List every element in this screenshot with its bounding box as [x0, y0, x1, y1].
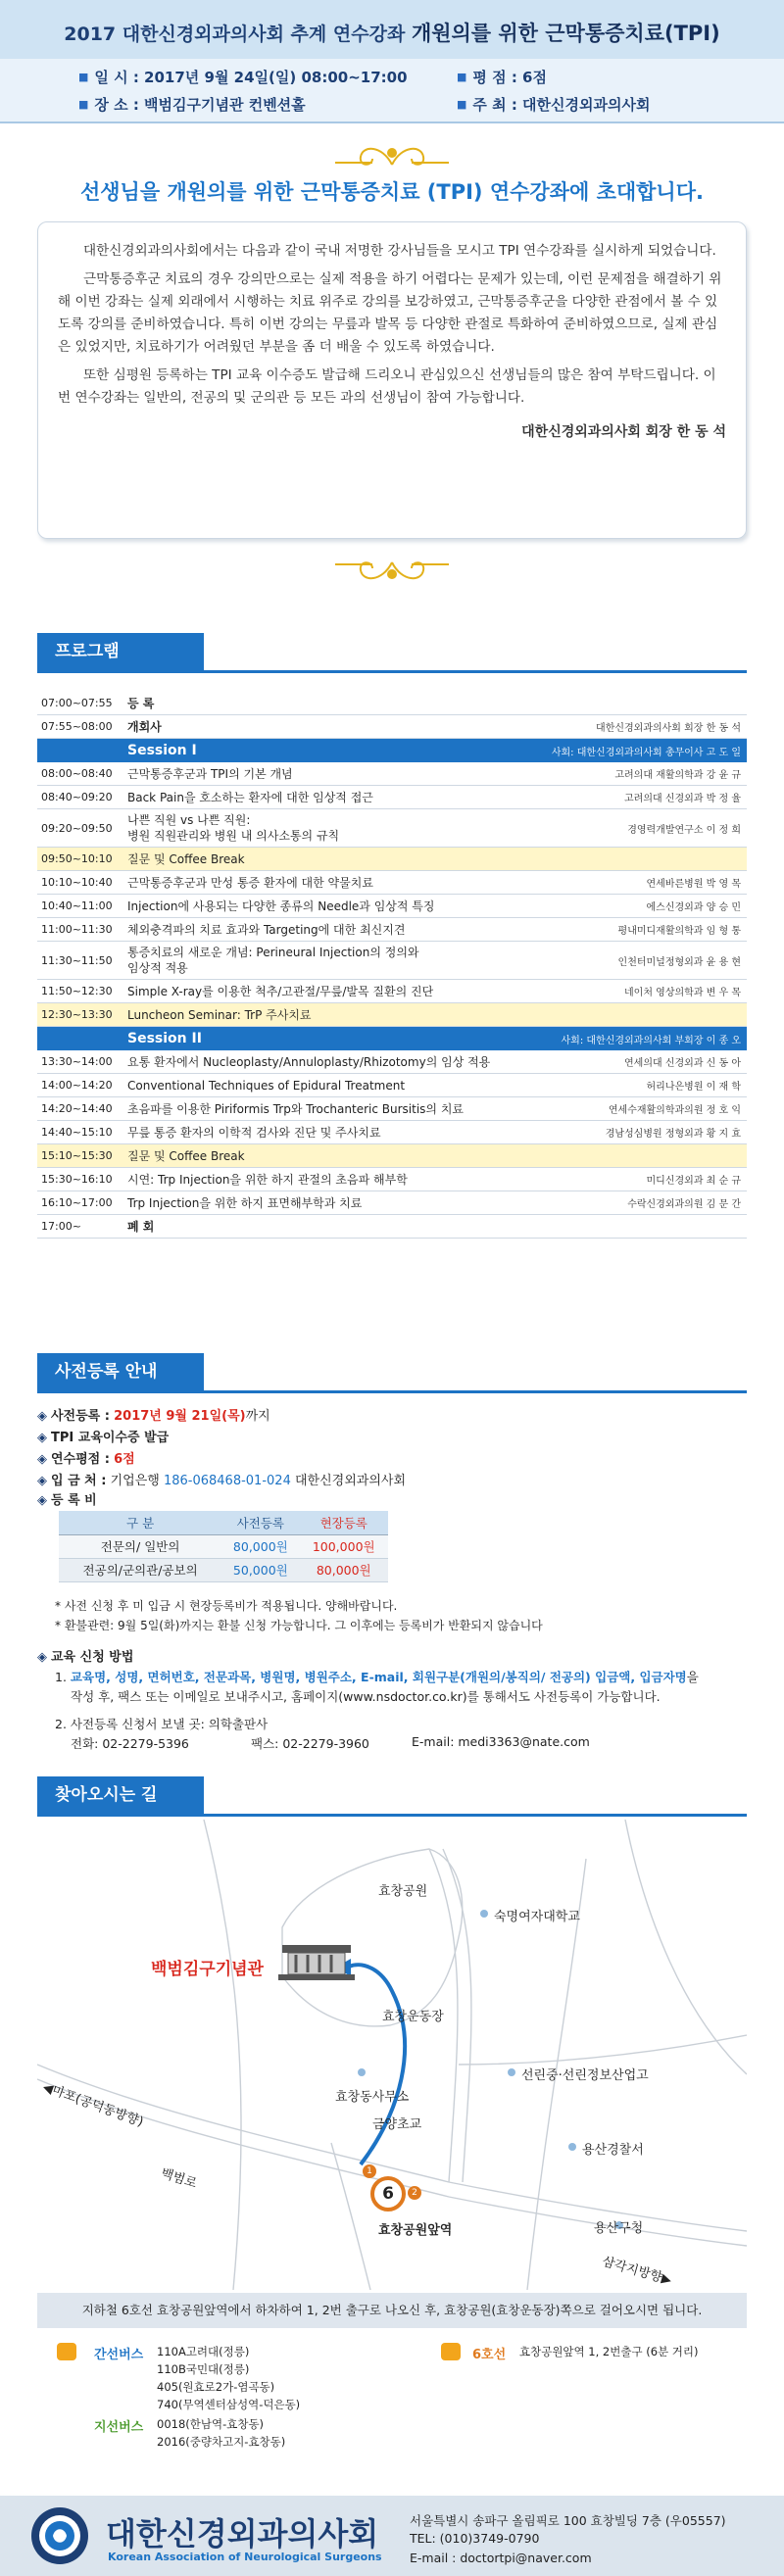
org-logo-icon [29, 2505, 90, 2566]
note: * 환불관련: 9월 5일(화)까지는 환불 신청 가능합니다. 그 이후에는 등록비가 반환되지 않습니다 [55, 1619, 543, 1632]
fee-table [59, 1511, 388, 1582]
map-label: 선린중·선린정보산업고 [521, 2068, 649, 2083]
table-row [37, 1144, 747, 1168]
footer [0, 2496, 784, 2576]
table-row [37, 762, 747, 786]
divider [37, 1814, 747, 1817]
table-row [37, 786, 747, 809]
map-road-label: ◀마포(공덕동방향) [40, 2079, 146, 2130]
fee-header: 현장등록 [299, 1511, 388, 1534]
table-row [37, 848, 747, 871]
row-title: 통증치료의 새로운 개념: Perineural Injection의 정의와 임상적 적용 [127, 946, 419, 975]
row-time: 09:50~10:10 [41, 852, 113, 865]
session-row [37, 739, 747, 762]
method-2-fax: 팩스: 02-2279-3960 [251, 1736, 369, 1751]
row-speaker: 허리나은병원 이 재 학 [646, 1082, 741, 1093]
row-speaker: 경남성심병원 정형외과 황 지 효 [605, 1129, 741, 1140]
row-title: Injection에 사용되는 다양한 종류의 Needle과 임상적 특징 [127, 899, 435, 913]
bus-route: 2016(중량차고지-효창동) [157, 2435, 286, 2449]
event-info [0, 59, 784, 123]
registration-heading: 사전등록 안내 [37, 1353, 204, 1390]
divider [37, 1390, 747, 1393]
bus-route: 110A고려대(정릉) [157, 2345, 250, 2358]
reg-method-label: ◈ 교육 신청 방법 [37, 1650, 134, 1665]
diamond-icon: ◈ [37, 1452, 47, 1467]
method-2-phone: 전화: 02-2279-5396 [71, 1736, 189, 1751]
method-2-email[interactable]: E-mail: medi3363@nate.com [412, 1734, 590, 1749]
table-row [37, 918, 747, 942]
row-speaker: 에스신경외과 양 승 민 [646, 902, 741, 913]
row-time: 09:20~09:50 [41, 821, 113, 835]
org-tel: TEL: (010)3749-0790 [410, 2531, 540, 2546]
table-row [37, 980, 747, 1003]
table-row [37, 942, 747, 980]
invite-signature: 대한신경외과의사회 회장 한 동 석 [521, 424, 726, 440]
bus-icon [57, 2343, 76, 2360]
org-name-kr: 대한신경외과의사회 [106, 2515, 379, 2552]
map-label: 효창동사무소 [335, 2090, 410, 2105]
invite-paragraph: 또한 심평원 등록하는 TPI 교육 이수증도 발급해 드리오니 관심있으신 선생님들의 많은 참여 부탁드립니다. 이번 연수강좌는 일반의, 전공의 및 군의관 등 모든 과의 선생님이 참여 가능합니다. [58, 367, 716, 406]
table-row [37, 1097, 747, 1121]
table-row [37, 1121, 747, 1144]
row-title: 질문 및 Coffee Break [127, 1148, 245, 1163]
row-title: 근막통증후군과 TPI의 기본 개념 [127, 766, 293, 781]
page-title [0, 18, 784, 47]
event-score: ■ 평 점 : 6점 [457, 67, 547, 87]
title-main: 개원의를 위한 근막통증치료(TPI) [411, 22, 720, 45]
row-speaker: 연세바른병원 박 영 목 [646, 879, 741, 890]
table-row [37, 1074, 747, 1097]
diamond-icon: ◈ [37, 1493, 47, 1508]
row-time: 14:00~14:20 [41, 1079, 113, 1092]
table-row [37, 715, 747, 739]
table-row [37, 1050, 747, 1074]
bus-route: 740(무역센터삼성역-덕은동) [157, 2398, 301, 2411]
row-title: Trp Injection을 위한 하지 표면해부학과 치료 [127, 1195, 363, 1210]
ornament-bottom-icon [333, 555, 451, 588]
exit-2-icon: 2 [408, 2186, 421, 2200]
exit-1-icon: 1 [363, 2164, 376, 2178]
row-speaker: 대한신경외과의사회 회장 한 동 석 [596, 723, 741, 734]
row-title: Back Pain을 호소하는 환자에 대한 임상적 접근 [127, 790, 373, 804]
table-row: 전공의/군의관/공보의 50,000원 80,000원 [59, 1558, 388, 1581]
location-map [37, 1820, 747, 2290]
table-row [37, 1168, 747, 1191]
row-time: 11:00~11:30 [41, 923, 113, 936]
branch-bus-label: 지선버스 [94, 2420, 144, 2435]
method-1-line2: 작성 후, 팩스 또는 이메일로 보내주시고, 홈페이지(www.nsdoctor.co.kr)를 통해서도 사전등록이 가능합니다. [71, 1689, 661, 1704]
map-station-label: 효창공원앞역 [378, 2223, 453, 2238]
title-prefix: 2017 대한신경외과의사회 추계 연수강좌 [64, 24, 406, 45]
row-title: Conventional Techniques of Epidural Treatment [127, 1078, 406, 1093]
row-title: 무릎 통증 환자의 이학적 검사와 진단 및 주사치료 [127, 1125, 381, 1140]
row-title: 시연: Trp Injection을 위한 하지 관절의 초음파 해부학 [127, 1172, 408, 1187]
row-time: 17:00~ [41, 1220, 81, 1233]
row-speaker: 평내미디재활의학과 임 형 통 [617, 926, 741, 937]
table-row: 전문의/ 일반의 80,000원 100,000원 [59, 1534, 388, 1558]
row-time: 13:30~14:00 [41, 1055, 113, 1068]
row-title: 체외충격파의 치료 효과와 Targeting에 대한 최신지견 [127, 922, 406, 937]
bus-route: 0018(한남역-효창동) [157, 2417, 265, 2431]
map-label: 숙명여자대학교 [494, 1910, 580, 1924]
row-time: 08:00~08:40 [41, 767, 113, 780]
method-2: 2. 사전등록 신청서 보낼 곳: 의학출판사 [55, 1717, 269, 1731]
event-date: ■ 일 시 : 2017년 9월 24일(일) 08:00~17:00 [78, 67, 408, 87]
row-title: Simple X-ray를 이용한 척추/고관절/무릎/발목 질환의 진단 [127, 984, 434, 998]
row-speaker: 수락신경외과의원 김 문 간 [627, 1199, 741, 1210]
row-time: 07:00~07:55 [41, 697, 113, 709]
program-table [37, 692, 747, 1239]
row-time: 12:30~13:30 [41, 1008, 113, 1021]
row-speaker: 사회: 대한신경외과의사회 총무이사 고 도 일 [551, 747, 741, 758]
org-name-en: Korean Association of Neurological Surgeons [108, 2551, 382, 2563]
subway-label: 6호선 [472, 2348, 507, 2362]
org-address: 서울특별시 송파구 올림픽로 100 효창빌딩 7층 (우05557) [410, 2513, 726, 2528]
deadline-value: 2017년 9월 21일(목) [114, 1409, 246, 1424]
row-speaker: 고려의대 재활의학과 강 윤 규 [614, 770, 741, 781]
row-title: 폐 회 [127, 1219, 155, 1234]
header-banner [0, 0, 784, 59]
program-heading: 프로그램 [37, 633, 204, 670]
invite-title: 선생님을 개원의를 위한 근막통증치료 (TPI) 연수강좌에 초대합니다. [79, 180, 704, 204]
subway-text: 효창공원앞역 1, 2번출구 (6분 거리) [519, 2345, 699, 2358]
diamond-icon: ◈ [37, 1409, 47, 1424]
invitation-letter [37, 221, 747, 539]
diamond-icon: ◈ [37, 1431, 47, 1445]
row-title: 개회사 [127, 719, 162, 734]
row-speaker: 고려의대 신경외과 박 정 율 [624, 794, 741, 804]
row-speaker: 경영력개발연구소 이 정 희 [627, 824, 741, 836]
event-place: ■ 장 소 : 백범김구기념관 컨벤션홀 [78, 94, 306, 115]
map-venue-label: 백범김구기념관 [151, 1960, 264, 1979]
fee-header: 구 분 [59, 1511, 221, 1534]
table-row [37, 895, 747, 918]
map-road-label: 백범로 [159, 2165, 199, 2192]
subway-icon [441, 2343, 461, 2360]
reg-certificate: ◈ TPI 교육이수증 발급 [37, 1431, 170, 1445]
row-speaker: 미디신경외과 최 순 규 [646, 1176, 741, 1187]
map-label: 효창운동장 [382, 2010, 444, 2024]
map-road-label: 삼각지방향▶ [600, 2254, 673, 2289]
map-label: 효창공원 [378, 1884, 428, 1899]
row-title: Luncheon Seminar: TrP 주사치료 [127, 1007, 312, 1022]
row-speaker: 네이처 영상의학과 변 우 목 [624, 988, 741, 998]
table-row [37, 1003, 747, 1027]
row-speaker: 연세의대 신경외과 신 동 아 [624, 1058, 741, 1069]
trunk-bus-label: 간선버스 [94, 2348, 144, 2362]
map-note: 지하철 6호선 효창공원앞역에서 하차하여 1, 2번 출구로 나오신 후, 효창공원(효창운동장)쪽으로 걸어오시면 됩니다. [37, 2293, 747, 2328]
table-row [37, 809, 747, 848]
row-speaker: 사회: 대한신경외과의사회 부회장 이 종 오 [561, 1035, 741, 1046]
diamond-icon: ◈ [37, 1650, 47, 1665]
row-title: Session II [127, 1031, 202, 1046]
bus-route: 405(원효로2가-염곡동) [157, 2380, 275, 2394]
row-title: 초음파를 이용한 Piriformis Trp와 Trochanteric Bursitis의 치료 [127, 1101, 464, 1116]
table-row [37, 871, 747, 895]
table-row [37, 1215, 747, 1239]
account-number: 186-068468-01-024 [163, 1474, 291, 1488]
row-title: 요통 환자에서 Nucleoplasty/Annuloplasty/Rhizotomy의 임상 적용 [127, 1054, 491, 1069]
row-speaker: 인천터미널정형외과 윤 용 현 [617, 956, 741, 968]
subway-line6-icon: 6 [370, 2176, 406, 2211]
row-title: 나쁜 직원 vs 나쁜 직원: 병원 직원관리와 병원 내 의사소통의 규칙 [127, 813, 340, 843]
row-title: Session I [127, 743, 197, 758]
bus-route: 110B국민대(정릉) [157, 2362, 250, 2376]
directions-heading: 찾아오시는 길 [37, 1776, 204, 1814]
reg-account: ◈ 입 금 처 : 기업은행 186-068468-01-024 대한신경외과의사회 [37, 1474, 407, 1488]
invite-paragraph: 대한신경외과의사회에서는 다음과 같이 국내 저명한 강사님들을 모시고 TPI 연수강좌를 실시하게 되었습니다. [83, 243, 716, 259]
row-time: 14:40~15:10 [41, 1126, 113, 1139]
row-time: 16:10~17:00 [41, 1196, 113, 1209]
table-row [37, 692, 747, 715]
diamond-icon: ◈ [37, 1474, 47, 1488]
table-row [37, 1191, 747, 1215]
row-time: 14:20~14:40 [41, 1102, 113, 1115]
row-title: 질문 및 Coffee Break [127, 851, 245, 866]
row-time: 07:55~08:00 [41, 720, 113, 733]
row-time: 10:40~11:00 [41, 899, 113, 912]
event-host: ■ 주 최 : 대한신경외과의사회 [457, 94, 650, 115]
row-speaker: 연세수재활의학과의원 정 호 익 [608, 1105, 741, 1116]
fee-header: 사전등록 [221, 1511, 299, 1534]
org-email[interactable]: E-mail : doctortpi@naver.com [410, 2551, 592, 2565]
map-label: 용산구청 [594, 2221, 644, 2236]
row-title: 등 록 [127, 696, 155, 710]
row-time: 08:40~09:20 [41, 791, 113, 803]
row-time: 15:10~15:30 [41, 1149, 113, 1162]
method-1: 1. 교육명, 성명, 면허번호, 전문과목, 병원명, 병원주소, E-mail, 회원구분(개원의/봉직의/ 전공의) 입금액, 입금자명을 [55, 1670, 699, 1684]
invite-paragraph: 근막통증후군 치료의 경우 강의만으로는 실제 적용을 하기 어렵다는 문제가 있는데, 이런 문제점을 해결하기 위해 이번 강좌는 실제 외래에서 시행하는 치료 위주로 강의를 보강하였고, 근막통증후군을 다양한 관점에서 볼 수 있도록 강의를 준비하였습니다. 특히 이번 강의는 무릎과 발목 등 다양한 관절로 특화하여 준비하였으므로, 실제 관심은 있었지만, 치료하기가 어려웠던 부분을 좀 더 배울 수 있도록 하였습니다. [58, 271, 722, 355]
reg-score: ◈ 연수평점 : 6점 [37, 1452, 135, 1467]
map-label: 금양초교 [372, 2117, 422, 2132]
row-time: 15:30~16:10 [41, 1173, 113, 1186]
row-time: 11:30~11:50 [41, 953, 113, 967]
reg-fee-label: ◈ 등 록 비 [37, 1493, 97, 1508]
row-time: 11:50~12:30 [41, 985, 113, 997]
reg-deadline: ◈ 사전등록 : 2017년 9월 21일(목)까지 [37, 1409, 270, 1424]
note: * 사전 신청 후 미 입금 시 현장등록비가 적용됩니다. 양해바랍니다. [55, 1599, 398, 1613]
session-row [37, 1027, 747, 1050]
divider [37, 670, 747, 673]
row-time: 10:10~10:40 [41, 876, 113, 889]
map-label: 용산경찰서 [582, 2143, 644, 2158]
ornament-top-icon [333, 139, 451, 172]
row-title: 근막통증후군과 만성 통증 환자에 대한 약물치료 [127, 875, 373, 890]
